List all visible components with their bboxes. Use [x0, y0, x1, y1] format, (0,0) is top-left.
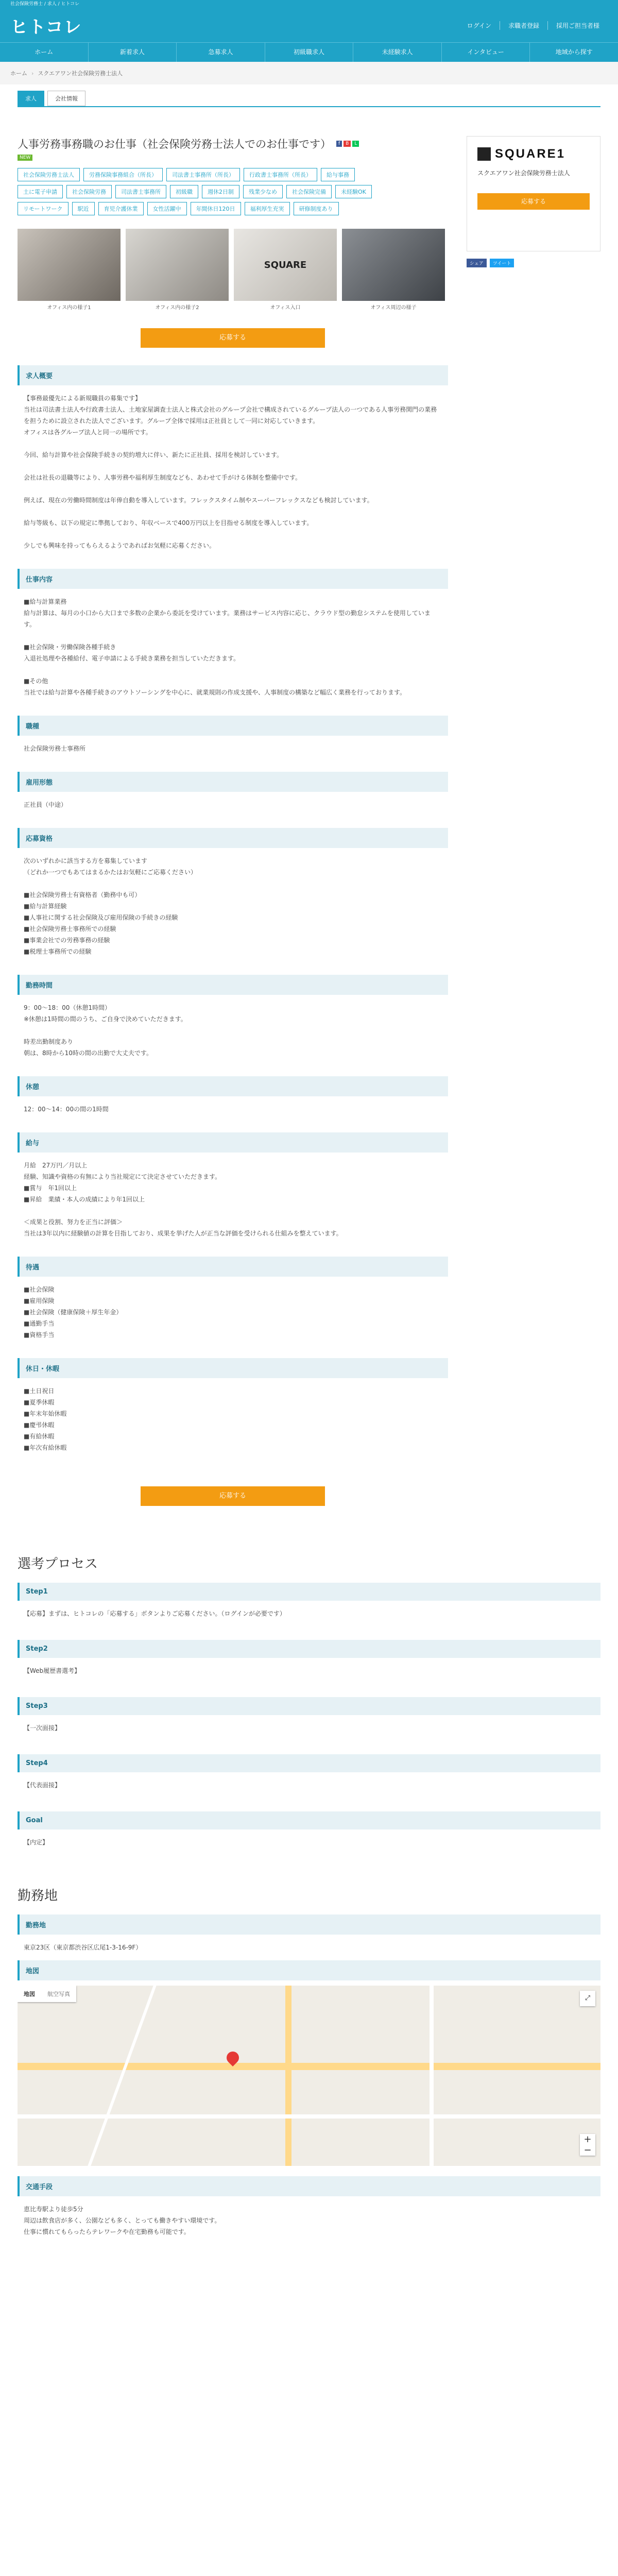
new-badge: NEW [18, 155, 32, 161]
main-column [18, 107, 448, 1523]
section-body: 次のいずれかに該当する方を募集しています （どれか一つでもあてはまるかたはお気軽にご応募ください） ■社会保険労務士有資格者（勤務中も可） ■給与計算経験 ■人事社に関する社会保険及び雇用保険の手続きの経験 ■社会保険労務士事務所での経験 ■事業会社での労務事務の経験 ■税理士事務所での経験 [24, 857, 197, 955]
company-card [467, 136, 600, 251]
employer-link[interactable]: 採用ご担当者様 [547, 21, 608, 30]
step-label: Step3 [18, 1697, 600, 1715]
job-tags [18, 168, 388, 215]
photo-gallery [18, 229, 448, 311]
photo-item[interactable] [18, 229, 121, 311]
photo-item[interactable] [234, 229, 337, 311]
job-section [18, 569, 448, 705]
process-step [18, 1811, 600, 1855]
fullscreen-icon[interactable]: ⤢ [580, 1991, 595, 2006]
step-label: Step4 [18, 1754, 600, 1772]
process-steps [0, 1583, 618, 1855]
breadcrumb-home[interactable]: ホーム [10, 70, 27, 77]
nav-inexperienced[interactable]: 未経験求人 [353, 43, 441, 62]
office-photo [126, 229, 229, 301]
section-heading: 給与 [18, 1132, 448, 1153]
access-heading: 交通手段 [18, 2176, 600, 2196]
location-block [0, 1914, 618, 2245]
job-section [18, 1076, 448, 1122]
content-wrap [0, 107, 618, 1523]
job-tag[interactable]: 給与事務 [321, 168, 355, 181]
office-photo: SQUARE [234, 229, 337, 301]
section-heading: 雇用形態 [18, 772, 448, 792]
job-tag[interactable]: 社会保険労務 [66, 185, 112, 198]
section-body: ■給与計算業務 給与計算は、毎月の小口から大口まで多数の企業から委託を受けています。業務はサービス内容に応じ、クラウド型の勤怠システムを使用しています。 ■社会保険・労働保険各種手続き 入退社処理や各種給付、電子申請による手続き業務を担当していただきます。 ■その他 当社では給与計算や各種手続きのアウトソーシングを中心に、就業規則の作成支援や、人事制度の構築など幅広く業務を行っております。 [24, 598, 431, 696]
map-heading: 地図 [18, 1960, 600, 1980]
job-section [18, 1132, 448, 1246]
nav-new[interactable]: 新着求人 [88, 43, 177, 62]
zoom-out-icon[interactable]: − [583, 2145, 592, 2156]
job-tag[interactable]: 週休2日制 [202, 185, 239, 198]
tab-job[interactable]: 求人 [18, 91, 44, 106]
job-sections [18, 365, 448, 1461]
job-tag[interactable]: 研修制度あり [294, 202, 339, 215]
site-header [0, 8, 618, 42]
sns-mini-icons [336, 141, 359, 147]
hatena-icon[interactable]: B [344, 141, 351, 147]
office-photo [18, 229, 121, 301]
job-tag[interactable]: 社会保険労務士法人 [18, 168, 80, 181]
section-body: ■社会保険 ■雇用保険 ■社会保険（健康保険＋厚生年金） ■通勤手当 ■資格手当 [24, 1286, 123, 1338]
job-tag[interactable]: 福利厚生充実 [245, 202, 290, 215]
section-heading: 職種 [18, 716, 448, 736]
process-step [18, 1754, 600, 1798]
process-step [18, 1640, 600, 1684]
login-link[interactable]: ログイン [467, 22, 491, 29]
step-label: Step2 [18, 1640, 600, 1658]
map-tab-map[interactable]: 地図 [24, 1991, 35, 1997]
apply-button-bottom[interactable]: 応募する [141, 1486, 325, 1506]
section-heading: 求人概要 [18, 365, 448, 385]
job-tag[interactable]: 女性活躍中 [147, 202, 187, 215]
job-tag[interactable]: 残業少なめ [243, 185, 283, 198]
job-section [18, 365, 448, 558]
breadcrumb-separator: › [31, 70, 34, 77]
nav-interview[interactable]: インタビュー [441, 43, 530, 62]
page-tabs [0, 84, 618, 106]
company-logo: SQUARE1 [477, 147, 590, 161]
photo-caption: オフィス周辺の様子 [370, 305, 417, 311]
register-link[interactable]: 求職者登録 [500, 21, 547, 30]
step-label: Goal [18, 1811, 600, 1829]
job-section [18, 772, 448, 818]
job-tag[interactable]: 司法書士事務所（所長） [166, 168, 240, 181]
address-heading: 勤務地 [18, 1914, 600, 1935]
section-body: 9：00〜18：00（休憩1時間） ※休憩は1時間の間のうち、ご自身で決めていただきます。 時差出勤制度あり 朝は、8時から10時の間の出勤で大丈夫です。 [24, 1004, 187, 1057]
section-body: 12：00〜14：00の間の1時間 [24, 1106, 109, 1113]
job-tag[interactable]: 労務保険事務組合（所長） [83, 168, 163, 181]
job-tag[interactable]: 土に電子申請 [18, 185, 63, 198]
nav-urgent[interactable]: 急募求人 [176, 43, 265, 62]
section-heading: 待遇 [18, 1257, 448, 1277]
top-strip: 社会保険労務士 / 求人 / ヒトコレ [0, 0, 618, 8]
job-tag[interactable]: 司法書士事務所 [115, 185, 166, 198]
step-label: Step1 [18, 1583, 600, 1601]
company-name[interactable]: スクエアワン社会保険労務士法人 [477, 170, 570, 177]
job-section [18, 716, 448, 761]
section-heading: 休日・休暇 [18, 1358, 448, 1378]
step-body: 【内定】 [24, 1839, 49, 1846]
map-type-control [18, 1986, 76, 2002]
nav-home[interactable]: ホーム [35, 48, 54, 56]
job-title-row [18, 136, 448, 151]
job-tag[interactable]: 年間休日120日 [191, 202, 241, 215]
section-heading: 応募資格 [18, 828, 448, 848]
job-tag[interactable]: 初級職 [170, 185, 198, 198]
nav-region[interactable]: 地域から探す [529, 43, 618, 62]
social-buttons [467, 259, 600, 267]
section-body: ■土日祝日 ■夏季休暇 ■年末年始休暇 ■慶弔休暇 ■有給休暇 ■年次有給休暇 [24, 1387, 67, 1451]
step-body: 【一次面接】 [24, 1724, 61, 1732]
apply-button[interactable]: 応募する [141, 328, 325, 348]
job-tag[interactable]: 育児介護休業 [98, 202, 144, 215]
header-links [459, 21, 608, 30]
access-text: 恵比寿駅より徒歩5分 周辺は飲食店が多く、公園なども多く、とっても働きやすい環境です。 仕事に慣れてもらったらテレワークや在宅勤務も可能です。 [24, 2206, 221, 2235]
section-heading: 勤務時間 [18, 975, 448, 995]
section-heading: 休憩 [18, 1076, 448, 1096]
line-icon[interactable]: L [352, 141, 359, 147]
photo-caption: オフィス入口 [270, 305, 301, 311]
section-body: 【事務最優先による新規職員の募集です】 当社は司法書士法人や行政書士法人、土地家屋調査士法人と株式会社のグループ会社で構成されているグループ法人の一つである人事労務関門の業務を担うために設立された法人でございます。グループ全体で採用は正社員として一同に対応していきます。 オフィスは各グループ法人と同一の場所です。 今回、給与計算や社会保険手続きの契約増大に伴い、新たに正社員、採用を検討しています。 会社は社長の退職等により、人事労務や福利厚生制度なども、あわせて手がける体制を整備中です。 例えば、現在の労働時間制度は年俸自動を導入しています。フレックスタイム制やスーパーフレックスなども検討しています。 給与等級も、以下の規定に準拠しており、年収ベースで400万円以上を目指せる制度を導入しています。 少しでも興味を持ってもらえるようであればお気軽に応募ください。 [24, 395, 437, 549]
job-tag[interactable]: 行政書士事務所（所長） [244, 168, 317, 181]
photo-caption: オフィス内の様子1 [47, 305, 91, 311]
job-tag[interactable]: リモートワーク [18, 202, 68, 215]
step-body: 【代表面接】 [24, 1782, 61, 1789]
job-section [18, 1257, 448, 1348]
job-tag[interactable]: 未経験OK [335, 185, 372, 198]
photo-item[interactable] [126, 229, 229, 311]
job-title: 人事労務事務職のお仕事（社会保険労務士法人でのお仕事です） [18, 138, 331, 150]
photo-caption: オフィス内の様子2 [155, 305, 199, 311]
tab-company[interactable]: 会社情報 [47, 91, 85, 106]
address-text: 東京23区（東京都渋谷区広尾1-3-16-9F） [24, 1944, 142, 1951]
job-tag[interactable]: 駅近 [72, 202, 95, 215]
job-section [18, 1358, 448, 1461]
nav-beginner[interactable]: 初級職求人 [265, 43, 353, 62]
location-title: 勤務地 [18, 1888, 58, 1904]
job-section [18, 828, 448, 964]
section-heading: 仕事内容 [18, 569, 448, 589]
breadcrumb [0, 62, 618, 84]
job-section [18, 975, 448, 1066]
facebook-share-button[interactable]: シェア [467, 259, 487, 267]
photo-item[interactable] [342, 229, 445, 311]
process-step [18, 1583, 600, 1626]
facebook-icon[interactable]: f [336, 141, 342, 147]
process-step [18, 1697, 600, 1741]
square-logo-icon [477, 147, 491, 161]
breadcrumb-current: スクエアワン社会保険労務士法人 [38, 70, 123, 77]
map-tab-satellite[interactable]: 航空写真 [47, 1991, 70, 1997]
process-title: 選考プロセス [18, 1556, 98, 1572]
google-map[interactable] [18, 1986, 600, 2166]
step-body: 【応募】まずは、ヒトコレの「応募する」ボタンよりご応募ください。（ログインが必要です） [24, 1610, 286, 1617]
section-body: 社会保険労務士事務所 [24, 745, 86, 752]
zoom-in-icon[interactable]: + [583, 2134, 592, 2145]
section-body: 月給 27万円／月以上 経験、知識や資格の有無により当社規定にて決定させていただきます。 ■賞与 年1回以上 ■昇給 業績・本人の成績により年1回以上 ＜成果と役割、努力を正当に評価＞ 当社は3年以内に経験値の計算を目指しており、成果を挙げた人が正当な評価を受けられる仕組みを整えています。 [24, 1162, 342, 1237]
step-body: 【Web履歴書選考】 [24, 1667, 81, 1674]
zoom-control [580, 2134, 595, 2156]
job-tag[interactable]: 社会保険完備 [286, 185, 332, 198]
site-logo[interactable]: ヒトコレ [10, 17, 82, 37]
twitter-share-button[interactable]: ツイート [490, 259, 514, 267]
global-nav [0, 42, 618, 62]
sidebar [467, 107, 600, 1523]
office-photo [342, 229, 445, 301]
sidebar-apply-button[interactable]: 応募する [477, 193, 590, 210]
section-body: 正社員（中途） [24, 801, 67, 808]
